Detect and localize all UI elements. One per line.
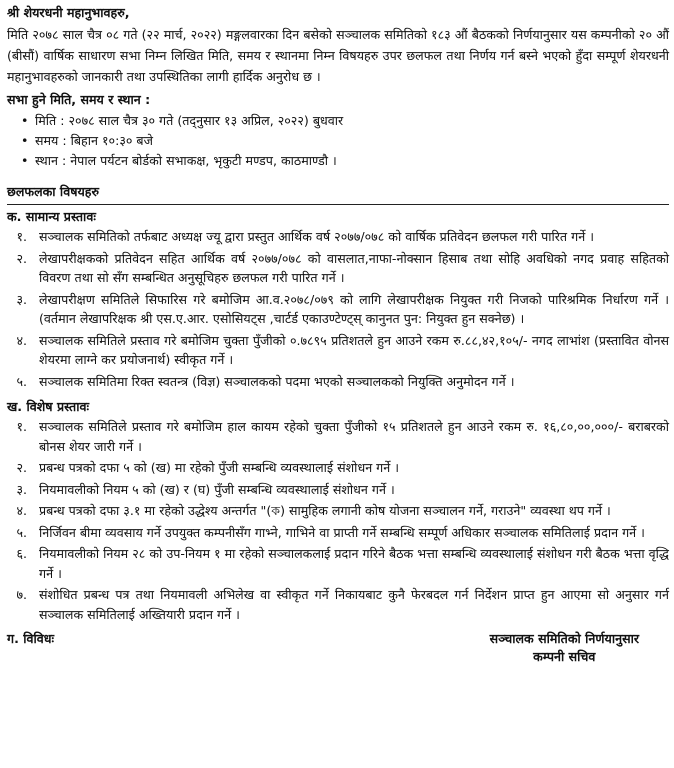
intro-paragraph: मिति २०७८ साल चैत्र ०८ गते (२२ मार्च, २०२२) मङ्गलवारका दिन बसेको सञ्चालक समितिको १८३ औं बैठकको निर्णयानुसार यस कम्पनीको २० औं (बीसौं) वार्षिक साधारण सभा निम्न लिखित मिति, समय र स्थानमा निम्न विषयहरु उपर छलफल तथा निर्णय गर्न बस्ने भएको हुँदा सम्पूर्ण शेयरधनी महानुभावहरुको जानकारी तथा उपस्थितिका लागी हार्दिक अनुरोध छ ।	[7, 27, 669, 84]
list-item: १. सञ्चालक समितिले प्रस्ताव गरे बमोजिम हाल कायम रहेको चुक्ता पुँजीको १५ प्रतिशतले हुन आउने रकम रु. १६,८०,००,०००/- बराबरको बोनस शेयर जारी गर्ने ।	[16, 419, 669, 454]
special-proposals-title: ख. विशेष प्रस्तावः	[7, 399, 90, 414]
meeting-time: • समय : बिहान १०:३० बजे	[25, 131, 669, 151]
divider	[7, 204, 669, 205]
meeting-venue: • स्थान : नेपाल पर्यटन बोर्डको सभाकक्ष, भृकुटी मण्डप, काठमाण्डौ ।	[25, 151, 669, 171]
greeting: श्री शेयरधनी महानुभावहरु,	[7, 5, 130, 20]
list-item: ५. सञ्चालक समितिमा रिक्त स्वतन्त्र (विज्ञ) सञ्चालकको पदमा भएको सञ्चालकको नियुक्ति अनुमोदन गर्ने ।	[16, 373, 515, 389]
signature-line-2: कम्पनी सचिव	[533, 649, 596, 664]
meeting-date: • मिति : २०७८ साल चैत्र ३० गते (तद्नुसार १३ अप्रिल, २०२२) बुधवार	[25, 111, 669, 131]
list-item: ७. संशोधित प्रबन्ध पत्र तथा नियमावली अभिलेख वा स्वीकृत गर्ने निकायबाट कुनै फेरबदल गर्न निर्देशन प्राप्त हुन आएमा सो अनुसार गर्न सञ्चालक समितिलाई अख्तियारी प्रदान गर्ने ।	[16, 587, 669, 622]
notice-document	[7, 2, 669, 666]
general-proposals-title: क. सामान्य प्रस्तावः	[7, 209, 96, 224]
list-item: ३. लेखापरीक्षण समितिले सिफारिस गरे बमोजिम आ.व.२०७८/०७९ को लागि लेखापरीक्षक नियुक्त गरी निजको पारिश्रमिक निर्धारण गर्ने । (वर्तमान लेखापरिक्षक श्री एस.ए.आर. एसोसियट्स ,चार्टर्ड एकाउण्टेण्ट्स् कानुनत पुन: नियुक्त हुन सक्नेछ) ।	[16, 291, 669, 326]
special-proposals-list	[7, 417, 669, 624]
misc-title: ग. विविधः	[7, 631, 55, 646]
signature-line-1: सञ्चालक समितिको निर्णयानुसार	[489, 631, 639, 646]
agenda-heading: छलफलका विषयहरु	[7, 184, 99, 199]
list-item: २. लेखापरीक्षकको प्रतिवेदन सहित आर्थिक वर्ष २०७७/०७८ को वासलात,नाफा-नोक्सान हिसाब तथा सोहि अवधिको नगद प्रवाह सहितको विवरण तथा सो सँग सम्बन्धित अनुसूचिहरु छलफल गरी पारित गर्ने ।	[16, 250, 669, 285]
meeting-details	[7, 111, 669, 171]
meeting-heading: सभा हुने मिति, समय र स्थान :	[7, 92, 151, 107]
list-item: २. प्रबन्ध पत्रको दफा ५ को (ख) मा रहेको पुँजी सम्बन्धि व्यवस्थालाई संशोधन गर्ने ।	[16, 460, 400, 475]
signature-block	[490, 630, 669, 666]
footer	[7, 630, 669, 666]
list-item: ५. निर्जिवन बीमा व्यवसाय गर्ने उपयुक्त कम्पनीसँग गाभ्ने, गाभिने वा प्राप्ती गर्ने सम्बन्धि सम्पूर्ण अधिकार सञ्चालक समितिलाई प्रदान गर्ने ।	[16, 524, 645, 540]
list-item: ३. नियमावलीको नियम ५ को (ख) र (घ) पुँजी सम्बन्धि व्यवस्थालाई संशोधन गर्ने ।	[16, 481, 395, 497]
list-item: ४. प्रबन्ध पत्रको दफा ३.१ मा रहेको उद्धेश्य अन्तर्गत "(ক) सामुहिक लगानी कोष योजना सञ्चालन गर्ने, गराउने" व्यवस्था थप गर्ने ।	[16, 503, 611, 518]
list-item: ६. नियमावलीको नियम २८ को उप-नियम १ मा रहेको सञ्चालकलाई प्रदान गरिने बैठक भत्ता सम्बन्धि व्यवस्थालाई संशोधन गरी बैठक भत्ता वृद्धि गर्ने ।	[16, 546, 669, 581]
general-proposals-list	[7, 227, 669, 391]
list-item: ४. सञ्चालक समितिले प्रस्ताव गरे बमोजिम चुक्ता पुँजीको ०.७८९५ प्रतिशतले हुन आउने रकम रु.८८,४२,१०५/- नगद लाभांश (प्रस्तावित वोनस शेयरमा लाग्ने कर प्रयोजनार्थ) स्वीकृत गर्ने ।	[16, 332, 669, 367]
list-item: १. सञ्चालक समितिको तर्फबाट अध्यक्ष ज्यू द्वारा प्रस्तुत आर्थिक वर्ष २०७७/०७८ को वार्षिक प्रतिवेदन छलफल गरी पारित गर्ने ।	[16, 229, 594, 244]
